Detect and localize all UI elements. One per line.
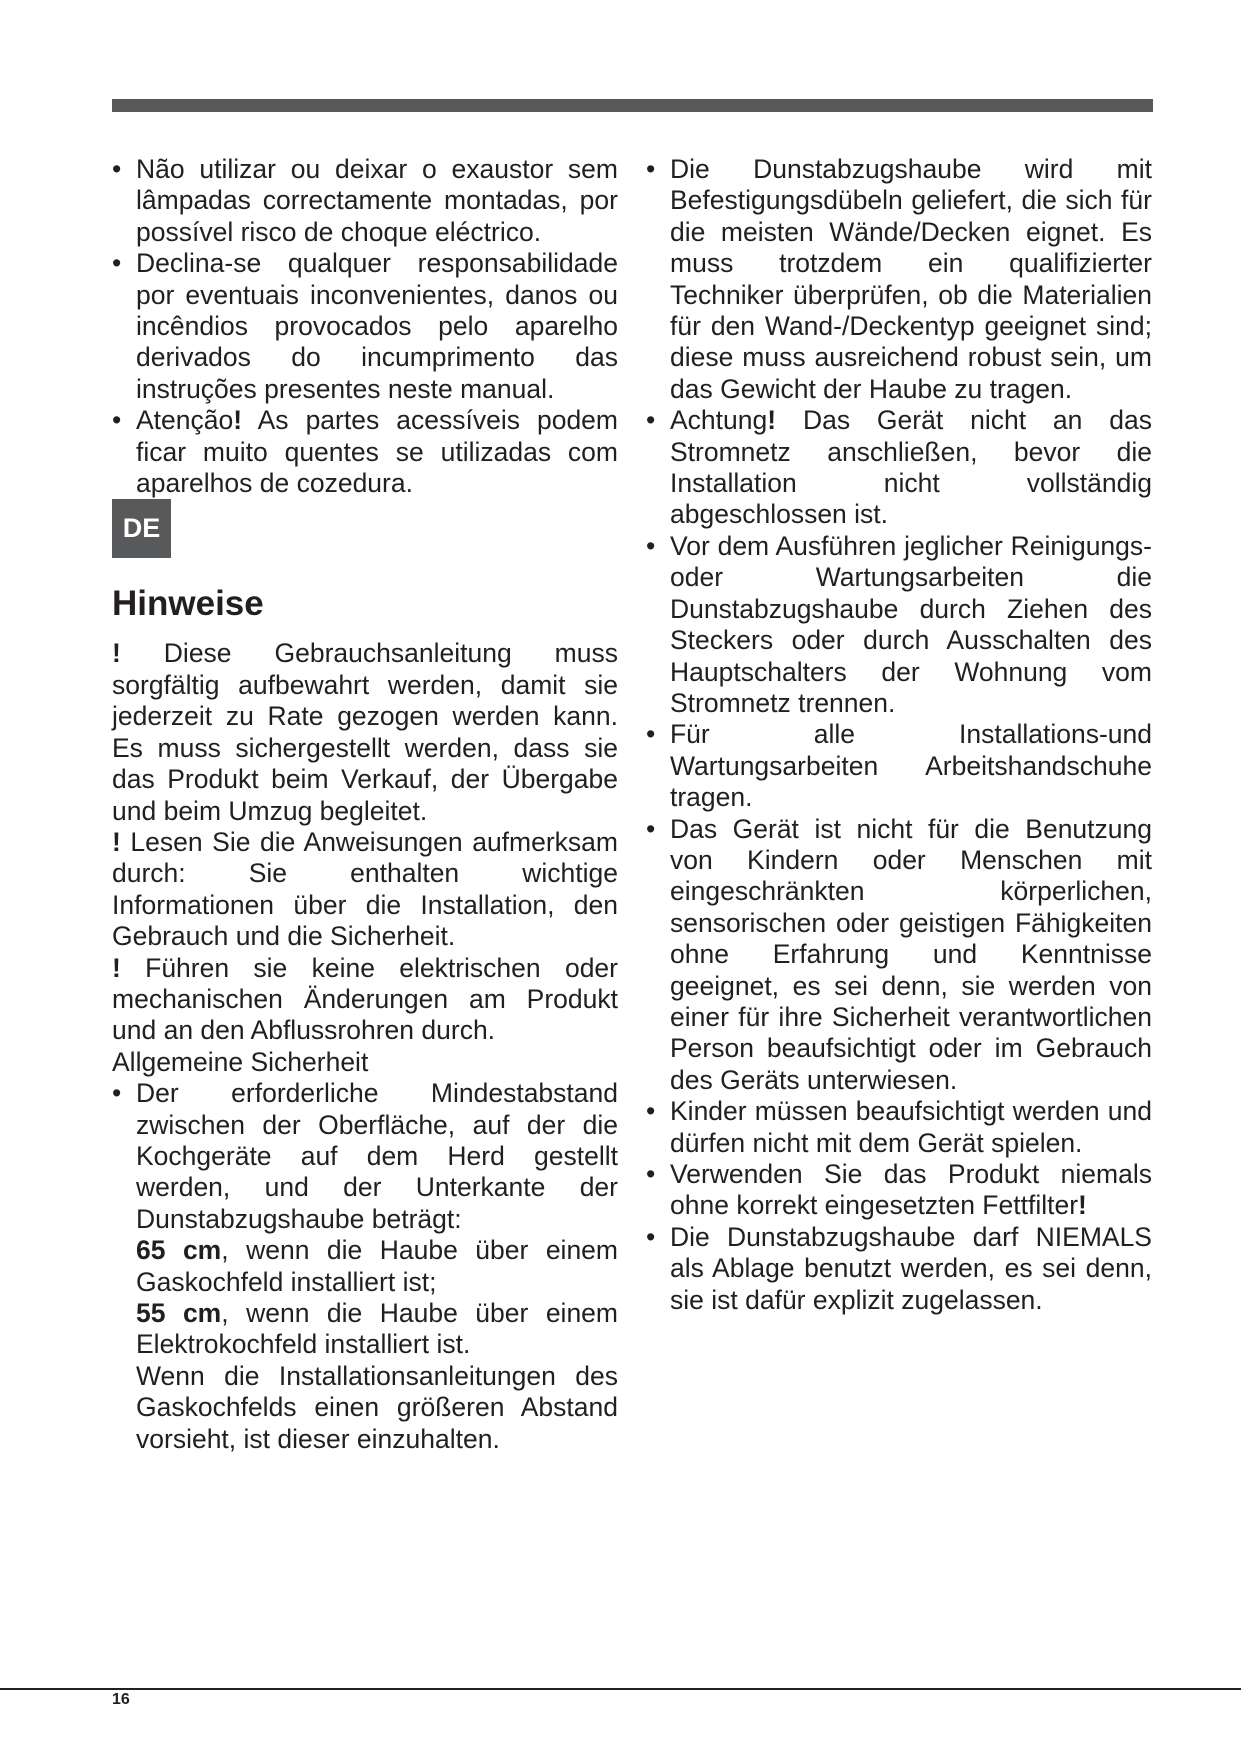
page-number: 16 bbox=[112, 1691, 130, 1708]
note-keep-manual: ! Diese Gebrauchsanleitung muss sorgfältig aufbewahrt werden, damit sie jederzeit zu Rate gezogen werden kann. Es muss sichergestellt werden, dass sie das Produkt beim Verkauf, der Übergabe und beim Umzug begleitet. bbox=[112, 638, 618, 826]
de-item-gloves: • Für alle Installations-und Wartungsarbeiten Arbeitshandschuhe tragen. bbox=[646, 719, 1152, 813]
footer-rule bbox=[0, 1688, 1241, 1690]
gas-distance: 65 cm, wenn die Haube über einem Gaskochfeld installiert ist; bbox=[136, 1235, 618, 1297]
de-item-no-shelf: • Die Dunstabzugshaube darf NIEMALS als Ablage benutzt werden, es sei denn, sie ist dafür explizit zugelassen. bbox=[646, 1222, 1152, 1316]
exclamation-icon: ! bbox=[112, 952, 121, 983]
pt-item-lamps: • Não utilizar ou deixar o exaustor sem lâmpadas correctamente montadas, por possível risco de choque eléctrico. bbox=[112, 154, 618, 248]
language-badge: DE bbox=[112, 499, 171, 558]
general-safety-title: Allgemeine Sicherheit bbox=[112, 1046, 369, 1077]
de-item-warning-connect: • Achtung! Das Gerät nicht an das Stromnetz anschließen, bevor die Installation nicht vollständig abgeschlossen ist. bbox=[646, 405, 1152, 531]
de-item-grease-filter: • Verwenden Sie das Produkt niemals ohne korrekt eingesetzten Fettfilter! bbox=[646, 1159, 1152, 1222]
electric-distance: 55 cm, wenn die Haube über einem Elektrokochfeld installiert ist. bbox=[136, 1298, 618, 1360]
note-read-instructions: ! Lesen Sie die Anweisungen aufmerksam durch: Sie enthalten wichtige Informationen über die Installation, den Gebrauch und die Sicherheit. bbox=[112, 826, 618, 952]
de-item-disconnect: • Vor dem Ausführen jeglicher Reinigungs- oder Wartungsarbeiten die Dunstabzugshaube durch Ziehen des Steckers oder durch Ausschalten des Hauptschalters der Wohnung vom Stromnetz trennen. bbox=[646, 531, 1152, 719]
safety-distance-item: • Der erforderliche Mindestabstand zwischen der Oberfläche, auf der die Kochgeräte auf dem Herd gestellt werden, und der Unterkante der Dunstabzugshaube beträgt: bbox=[112, 1078, 618, 1235]
exclamation-icon: ! bbox=[112, 638, 121, 669]
de-item-children-supervised: • Kinder müssen beaufsichtigt werden und dürfen nicht mit dem Gerät spielen. bbox=[646, 1096, 1152, 1159]
note-no-modifications: ! Führen sie keine elektrischen oder mechanischen Änderungen am Produkt und an den Abflussrohren durch. bbox=[112, 952, 618, 1046]
exclamation-icon: ! bbox=[233, 405, 243, 436]
section-heading: Hinweise bbox=[112, 584, 264, 624]
header-rule bbox=[112, 99, 1153, 112]
right-column bbox=[646, 154, 1152, 1316]
de-item-wall-plugs: • Die Dunstabzugshaube wird mit Befestigungsdübeln geliefert, die sich für die meisten Wände/Decken eignet. Es muss trotzdem ein qualifizierter Techniker überprüfen, ob die Materialien für den Wand-/Deckentyp geeignet sind; diese muss ausreichend robust sein, um das Gewicht der Haube zu tragen. bbox=[646, 154, 1152, 405]
pt-item-warning-hot: • Atenção! As partes acessíveis podem ficar muito quentes se utilizadas com aparelhos de cozedura. bbox=[112, 405, 618, 499]
exclamation-icon: ! bbox=[112, 826, 121, 857]
de-item-children-persons: • Das Gerät ist nicht für die Benutzung von Kindern oder Menschen mit eingeschränkten körperlichen, sensorischen oder geistigen Fähigkeiten ohne Erfahrung und Kenntnisse geeignet, es sei denn, sie werden von einer für ihre Sicherheit verantwortlichen Person beaufsichtigt oder im Gebrauch des Geräts unterwiesen. bbox=[646, 814, 1152, 1097]
exclamation-icon: ! bbox=[767, 405, 777, 436]
exclamation-icon: ! bbox=[1078, 1190, 1087, 1221]
closing-note: Wenn die Installationsanleitungen des Gaskochfelds einen größeren Abstand vorsieht, ist dieser einzuhalten. bbox=[136, 1360, 618, 1454]
pt-item-liability: • Declina-se qualquer responsabilidade por eventuais inconvenientes, danos ou incêndios provocados pelo aparelho derivados do incumprimento das instruções presentes neste manual. bbox=[112, 248, 618, 405]
left-column bbox=[112, 154, 618, 1455]
